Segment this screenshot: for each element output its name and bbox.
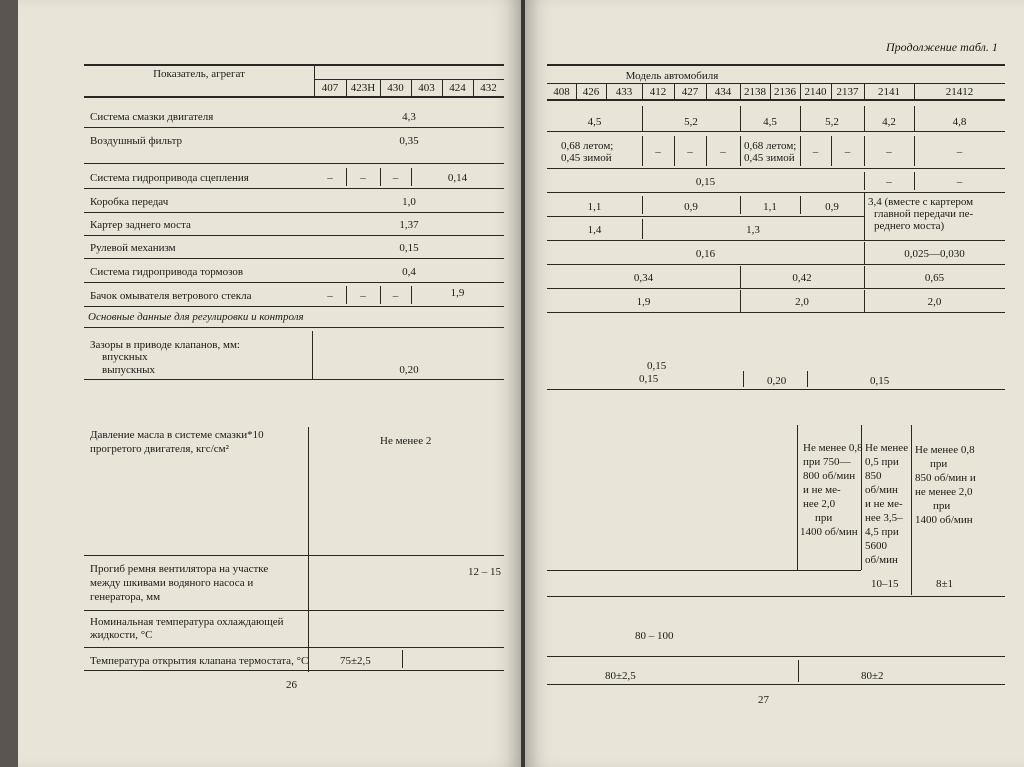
cell-gearbox: 1,1 [763, 201, 777, 213]
cell-gearbox: 0,9 [825, 201, 839, 213]
oil-col2: об/мин [865, 484, 898, 496]
dash: – [360, 172, 366, 184]
oil-col2: 0,5 при [865, 456, 899, 468]
model-cell: 427 [681, 86, 699, 98]
dash: – [392, 172, 399, 184]
dash: – [655, 146, 661, 158]
note-front-axle: главной передачи пе- [874, 208, 974, 220]
cell-lube: 5,2 [684, 116, 698, 128]
dash: – [886, 176, 892, 188]
cell-air-a: 0,68 летом; [561, 140, 614, 152]
cell-valves-exhaust: 0,15 [639, 373, 659, 385]
row-label-brake: Система гидропривода тормозов [90, 266, 244, 278]
note-front-axle: реднего моста) [874, 220, 945, 232]
thermostat-label: Температура открытия клапана термостата, °С [90, 655, 309, 667]
table-top-rule [547, 64, 1005, 66]
header-bottom-rule [84, 96, 504, 98]
model-cell: 433 [615, 86, 633, 98]
model-cell: 434 [714, 86, 732, 98]
model-cell: 2136 [774, 86, 796, 98]
dash: – [687, 146, 693, 158]
cell-clutch: 0,15 [695, 176, 716, 188]
model-cell: 2137 [836, 86, 859, 98]
left-page [18, 0, 521, 767]
oil-col1: 800 об/мин [803, 470, 856, 482]
coolant-label-2: жидкости, °С [90, 629, 153, 641]
dash: – [886, 146, 892, 158]
model-cell: 2138 [744, 86, 766, 98]
row-label-air: Воздушный фильтр [90, 135, 183, 147]
value-rear-axle: 1,37 [399, 219, 419, 231]
page-number: 26 [286, 679, 297, 691]
model-header: 430 [387, 82, 404, 94]
oil-col2: нее 3,5– [865, 512, 903, 524]
coolant-label: Номинальная температура охлаждающей [90, 616, 284, 628]
oil-col1: Не менее 0,8 [803, 442, 863, 454]
cell-thermostat: 80±2,5 [605, 670, 636, 682]
model-cell: 412 [649, 86, 667, 98]
cell-valves-intake: 0,15 [647, 360, 667, 372]
section-title: Основные данные для регулировки и контроля [88, 311, 304, 323]
cell-belt: 10–15 [871, 578, 899, 590]
oil-col1: и не ме- [803, 484, 841, 496]
row-label-steering: Рулевой механизм [90, 242, 176, 254]
dash: – [360, 290, 366, 302]
cell-washer: 1,9 [636, 296, 651, 308]
oil-col3: при [933, 500, 951, 512]
continuation-title: Продолжение табл. 1 [886, 40, 998, 54]
oil-col2: 850 [865, 470, 882, 482]
cell-air-b: 0,68 летом; [744, 140, 797, 152]
oil-col3: 850 об/мин и [915, 472, 976, 484]
header-parameter: Показатель, агрегат [153, 68, 245, 80]
value-oil-pressure: Не менее 2 [380, 435, 432, 447]
row-label-clutch: Система гидропривода сцепления [90, 172, 249, 184]
cell-air-a: 0,45 зимой [561, 152, 612, 164]
oil-col2: 5600 [865, 540, 887, 552]
oil-pressure-label: Давление масла в системе смазки*10 [90, 429, 264, 441]
model-header: 407 [321, 82, 339, 94]
oil-col1: нее 2,0 [803, 498, 836, 510]
cell-steering: 0,16 [695, 248, 716, 260]
cell-lube: 5,2 [825, 116, 839, 128]
value-brake: 0,4 [402, 266, 416, 278]
oil-col3: не менее 2,0 [915, 486, 973, 498]
oil-col2: 4,5 при [865, 526, 899, 538]
cell-thermostat: 80±2 [861, 670, 884, 682]
page-number: 27 [758, 694, 769, 706]
oil-col3: при [930, 458, 948, 470]
oil-col3: 1400 об/мин [915, 514, 973, 526]
value-thermostat: 75±2,5 [340, 655, 371, 667]
cell-rear-axle: 1,4 [587, 224, 602, 236]
cell-washer: 2,0 [795, 296, 809, 308]
cell-steering: 0,025—0,030 [904, 248, 965, 260]
cell-rear-axle: 1,3 [746, 224, 760, 236]
cell-lube: 4,5 [587, 116, 602, 128]
cell-brake: 0,42 [792, 272, 812, 284]
dash: – [327, 172, 333, 184]
header-bottom-rule [547, 99, 1005, 101]
header-rule [314, 79, 504, 80]
dash: – [327, 290, 333, 302]
cell-gearbox: 1,1 [587, 201, 602, 213]
cell-valves-mid: 0,20 [767, 375, 787, 387]
table-top-rule [84, 64, 504, 66]
right-page [525, 0, 1024, 767]
cell-brake: 0,34 [633, 272, 654, 284]
model-cell: 21412 [945, 86, 974, 98]
cell-belt: 8±1 [936, 578, 954, 590]
oil-col3: Не менее 0,8 [915, 444, 975, 456]
row-label-gearbox: Коробка передач [90, 196, 169, 208]
model-header: 423Н [350, 82, 376, 94]
oil-col2: Не менее [865, 442, 909, 454]
dash: – [956, 146, 963, 158]
valves-exhaust-label: выпускных [102, 364, 155, 376]
value-gearbox: 1,0 [402, 196, 416, 208]
oil-col2: и не ме- [865, 498, 903, 510]
value-valves: 0,20 [399, 364, 419, 376]
value-washer: 1,9 [450, 287, 465, 299]
model-header: 424 [449, 82, 466, 94]
value-air: 0,35 [399, 135, 419, 147]
dash: – [956, 176, 963, 188]
model-cell: 2140 [804, 86, 827, 98]
value-clutch: 0,14 [447, 172, 468, 184]
cell-valves-right: 0,15 [870, 375, 890, 387]
cell-lube: 4,8 [952, 116, 967, 128]
value-belt: 12 – 15 [468, 566, 501, 578]
cell-washer: 2,0 [927, 296, 942, 308]
dash: – [812, 146, 819, 158]
dash: – [844, 146, 851, 158]
row-label-rear-axle: Картер заднего моста [90, 219, 191, 231]
oil-pressure-label-2: прогретого двигателя, кгс/см² [90, 443, 229, 455]
cell-air-b: 0,45 зимой [744, 152, 795, 164]
value-lube: 4,3 [402, 111, 416, 123]
cell-brake: 0,65 [924, 272, 945, 284]
valves-label: Зазоры в приводе клапанов, мм: [90, 339, 240, 351]
oil-col1: при [815, 512, 833, 524]
model-cell: 426 [582, 86, 600, 98]
model-header: Модель автомобиля [625, 70, 719, 82]
value-steering: 0,15 [399, 242, 419, 254]
row-label-washer: Бачок омывателя ветрового стекла [90, 290, 252, 302]
belt-label-2: между шкивами водяного насоса и [90, 577, 254, 589]
row-label-lube: Система смазки двигателя [90, 111, 214, 123]
model-header: 403 [418, 82, 435, 94]
note-front-axle: 3,4 (вместе с картером [868, 196, 974, 208]
cell-lube: 4,2 [882, 116, 896, 128]
dash: – [720, 146, 726, 158]
model-cell: 408 [553, 86, 570, 98]
valves-intake-label: впускных [102, 351, 148, 363]
oil-col1: при 750— [803, 456, 851, 468]
cell-lube: 4,5 [763, 116, 777, 128]
belt-label-3: генератора, мм [90, 591, 161, 603]
dash: – [392, 290, 399, 302]
cell-coolant: 80 – 100 [635, 630, 674, 642]
oil-col2: об/мин [865, 554, 898, 566]
oil-col1: 1400 об/мин [800, 526, 858, 538]
belt-label: Прогиб ремня вентилятора на участке [90, 563, 269, 575]
model-header: 432 [480, 82, 497, 94]
cell-gearbox: 0,9 [684, 201, 698, 213]
model-cell: 2141 [878, 86, 900, 98]
